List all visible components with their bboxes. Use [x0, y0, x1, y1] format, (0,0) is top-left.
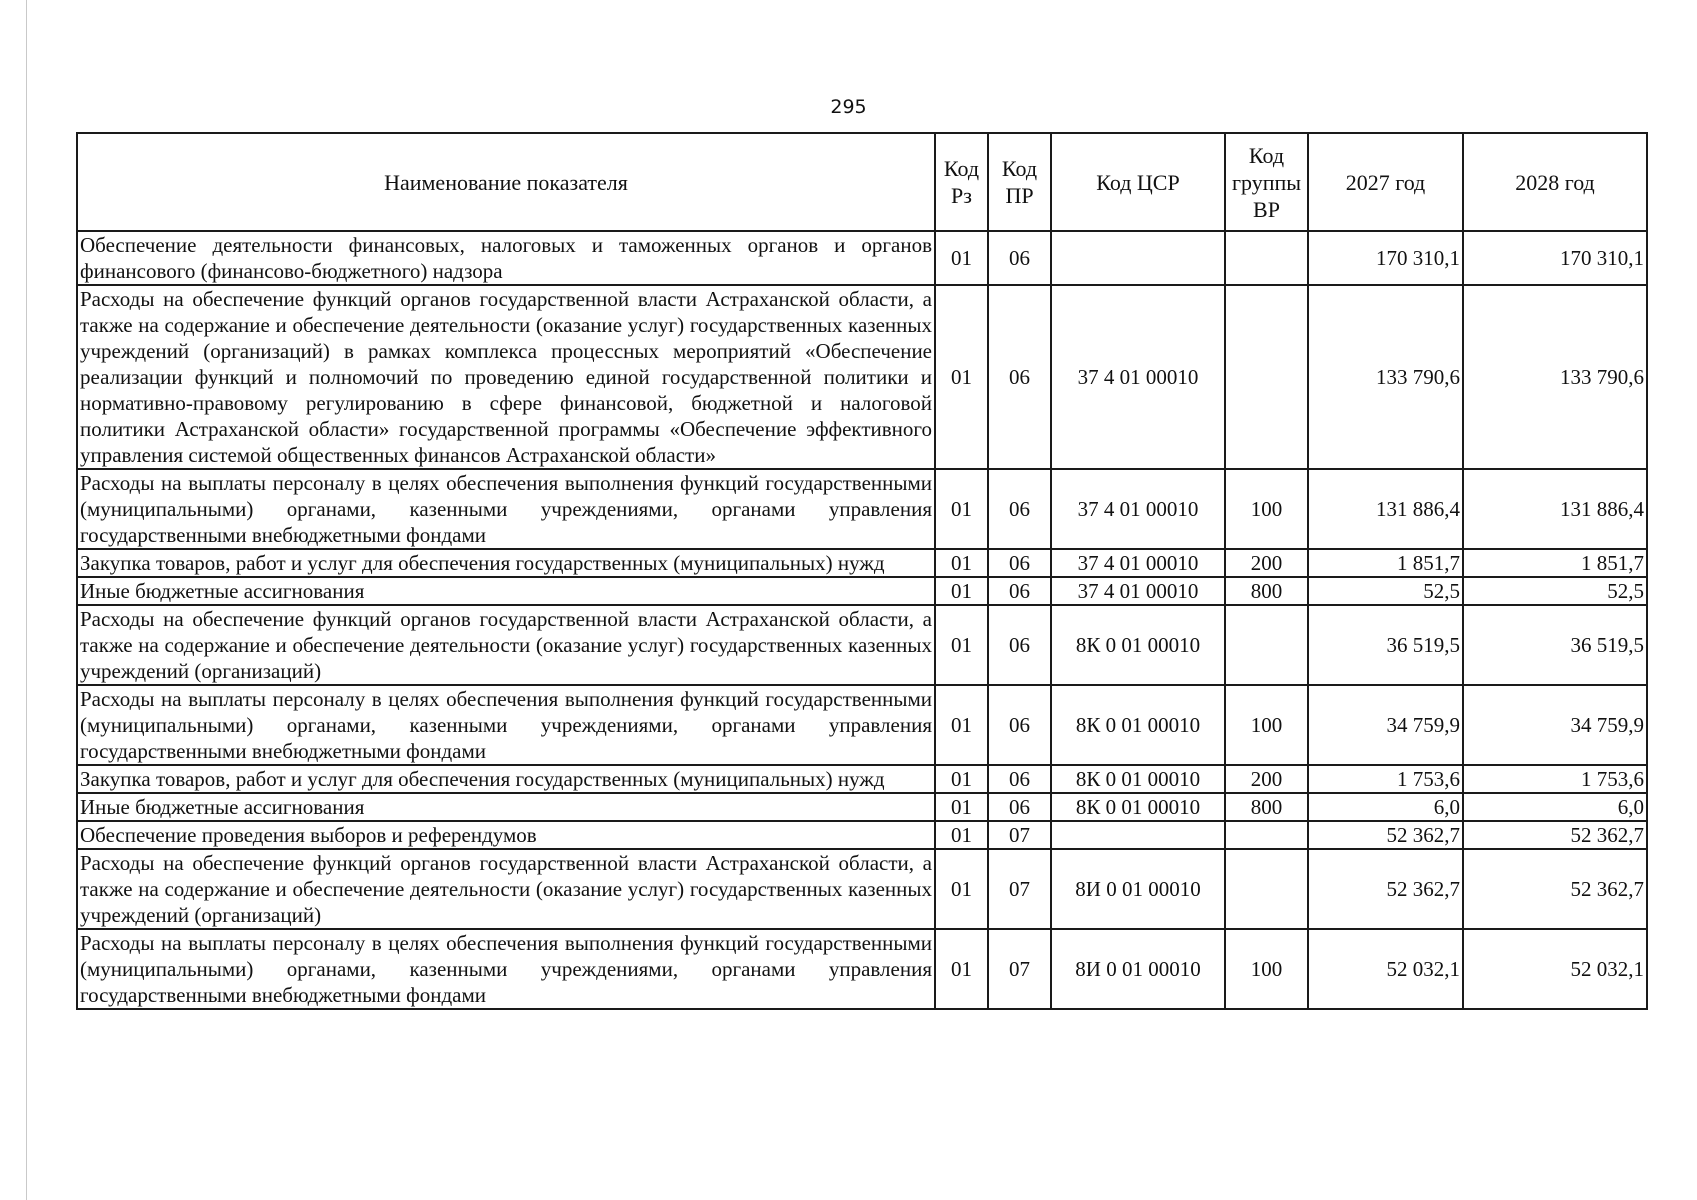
row-name: Иные бюджетные ассигнования [77, 577, 935, 605]
row-name: Расходы на выплаты персоналу в целях обеспечения выполнения функций государственными (муниципальными) органами, казенными учреждениями, органами управления государственными внебюджетными фондами [77, 469, 935, 549]
row-2028: 52 362,7 [1463, 849, 1647, 929]
table-header [77, 133, 1647, 231]
row-pr: 07 [988, 821, 1051, 849]
row-vr [1225, 605, 1308, 685]
table-row [77, 849, 1647, 929]
row-2028: 133 790,6 [1463, 285, 1647, 469]
row-rz: 01 [935, 821, 988, 849]
row-vr [1225, 231, 1308, 285]
scan-edge-line [26, 0, 27, 1200]
row-rz: 01 [935, 469, 988, 549]
row-vr: 100 [1225, 685, 1308, 765]
row-2028: 52 032,1 [1463, 929, 1647, 1009]
row-name: Расходы на обеспечение функций органов государственной власти Астраханской области, а также на содержание и обеспечение деятельности (оказание услуг) государственных казенных учреждений (организаций) [77, 605, 935, 685]
row-2027: 133 790,6 [1308, 285, 1463, 469]
row-name: Расходы на обеспечение функций органов государственной власти Астраханской области, а также на содержание и обеспечение деятельности (оказание услуг) государственных казенных учреждений (организаций) [77, 849, 935, 929]
row-2027: 170 310,1 [1308, 231, 1463, 285]
row-pr: 06 [988, 605, 1051, 685]
row-rz: 01 [935, 685, 988, 765]
row-vr: 100 [1225, 469, 1308, 549]
row-pr: 06 [988, 685, 1051, 765]
page-number: 295 [830, 96, 867, 118]
row-csr: 37 4 01 00010 [1051, 285, 1225, 469]
header-2027: 2027 год [1308, 133, 1463, 231]
header-row [77, 133, 1647, 231]
row-vr: 200 [1225, 549, 1308, 577]
row-vr: 200 [1225, 765, 1308, 793]
row-rz: 01 [935, 849, 988, 929]
table-row [77, 605, 1647, 685]
row-2028: 36 519,5 [1463, 605, 1647, 685]
row-pr: 06 [988, 577, 1051, 605]
row-csr: 8К 0 01 00010 [1051, 685, 1225, 765]
row-2027: 131 886,4 [1308, 469, 1463, 549]
row-2028: 170 310,1 [1463, 231, 1647, 285]
row-2028: 6,0 [1463, 793, 1647, 821]
row-vr [1225, 849, 1308, 929]
header-2028: 2028 год [1463, 133, 1647, 231]
row-csr [1051, 821, 1225, 849]
row-vr: 800 [1225, 577, 1308, 605]
row-name: Закупка товаров, работ и услуг для обеспечения государственных (муниципальных) нужд [77, 765, 935, 793]
row-2027: 52 362,7 [1308, 821, 1463, 849]
row-name: Расходы на обеспечение функций органов государственной власти Астраханской области, а также на содержание и обеспечение деятельности (оказание услуг) государственных казенных учреждений (организаций) в рамках комплекса процессных мероприятий «Обеспечение реализации функций и полномочий по проведению единой государственной политики и нормативно-правовому регулированию в сфере финансовой, бюджетной и налоговой политики Астраханской области» государственной программы «Обеспечение эффективного управления системой общественных финансов Астраханской области» [77, 285, 935, 469]
row-name: Расходы на выплаты персоналу в целях обеспечения выполнения функций государственными (муниципальными) органами, казенными учреждениями, органами управления государственными внебюджетными фондами [77, 685, 935, 765]
row-csr: 8К 0 01 00010 [1051, 605, 1225, 685]
table-row [77, 685, 1647, 765]
row-pr: 06 [988, 285, 1051, 469]
table-row [77, 469, 1647, 549]
row-2028: 34 759,9 [1463, 685, 1647, 765]
header-vr: Код группы ВР [1225, 133, 1308, 231]
table-row [77, 549, 1647, 577]
row-csr: 37 4 01 00010 [1051, 469, 1225, 549]
row-pr: 07 [988, 849, 1051, 929]
budget-table [76, 132, 1648, 1010]
header-name: Наименование показателя [77, 133, 935, 231]
table-row [77, 821, 1647, 849]
table-body [77, 231, 1647, 1009]
table-row [77, 577, 1647, 605]
row-name: Расходы на выплаты персоналу в целях обеспечения выполнения функций государственными (муниципальными) органами, казенными учреждениями, органами управления государственными внебюджетными фондами [77, 929, 935, 1009]
row-2028: 131 886,4 [1463, 469, 1647, 549]
row-vr: 100 [1225, 929, 1308, 1009]
row-rz: 01 [935, 765, 988, 793]
row-csr [1051, 231, 1225, 285]
table-row [77, 231, 1647, 285]
row-2027: 6,0 [1308, 793, 1463, 821]
row-name: Иные бюджетные ассигнования [77, 793, 935, 821]
row-2027: 1 753,6 [1308, 765, 1463, 793]
row-csr: 8К 0 01 00010 [1051, 793, 1225, 821]
row-rz: 01 [935, 285, 988, 469]
header-rz: Код Рз [935, 133, 988, 231]
row-pr: 06 [988, 231, 1051, 285]
header-pr: Код ПР [988, 133, 1051, 231]
row-2027: 34 759,9 [1308, 685, 1463, 765]
row-name: Обеспечение проведения выборов и референдумов [77, 821, 935, 849]
table-row [77, 793, 1647, 821]
row-2027: 52,5 [1308, 577, 1463, 605]
row-pr: 06 [988, 793, 1051, 821]
header-csr: Код ЦСР [1051, 133, 1225, 231]
row-pr: 06 [988, 549, 1051, 577]
row-pr: 06 [988, 765, 1051, 793]
row-rz: 01 [935, 605, 988, 685]
row-rz: 01 [935, 577, 988, 605]
row-csr: 8И 0 01 00010 [1051, 849, 1225, 929]
row-csr: 8К 0 01 00010 [1051, 765, 1225, 793]
row-2027: 1 851,7 [1308, 549, 1463, 577]
row-name: Обеспечение деятельности финансовых, налоговых и таможенных органов и органов финансового (финансово-бюджетного) надзора [77, 231, 935, 285]
row-2028: 52,5 [1463, 577, 1647, 605]
row-csr: 37 4 01 00010 [1051, 577, 1225, 605]
table-row [77, 285, 1647, 469]
row-2028: 1 851,7 [1463, 549, 1647, 577]
row-2027: 52 362,7 [1308, 849, 1463, 929]
table-row [77, 765, 1647, 793]
row-rz: 01 [935, 231, 988, 285]
row-rz: 01 [935, 929, 988, 1009]
row-2028: 52 362,7 [1463, 821, 1647, 849]
row-rz: 01 [935, 549, 988, 577]
row-name: Закупка товаров, работ и услуг для обеспечения государственных (муниципальных) нужд [77, 549, 935, 577]
row-2028: 1 753,6 [1463, 765, 1647, 793]
row-2027: 36 519,5 [1308, 605, 1463, 685]
row-rz: 01 [935, 793, 988, 821]
row-pr: 07 [988, 929, 1051, 1009]
row-pr: 06 [988, 469, 1051, 549]
row-vr [1225, 821, 1308, 849]
row-2027: 52 032,1 [1308, 929, 1463, 1009]
row-vr [1225, 285, 1308, 469]
table-row [77, 929, 1647, 1009]
row-csr: 37 4 01 00010 [1051, 549, 1225, 577]
row-csr: 8И 0 01 00010 [1051, 929, 1225, 1009]
row-vr: 800 [1225, 793, 1308, 821]
